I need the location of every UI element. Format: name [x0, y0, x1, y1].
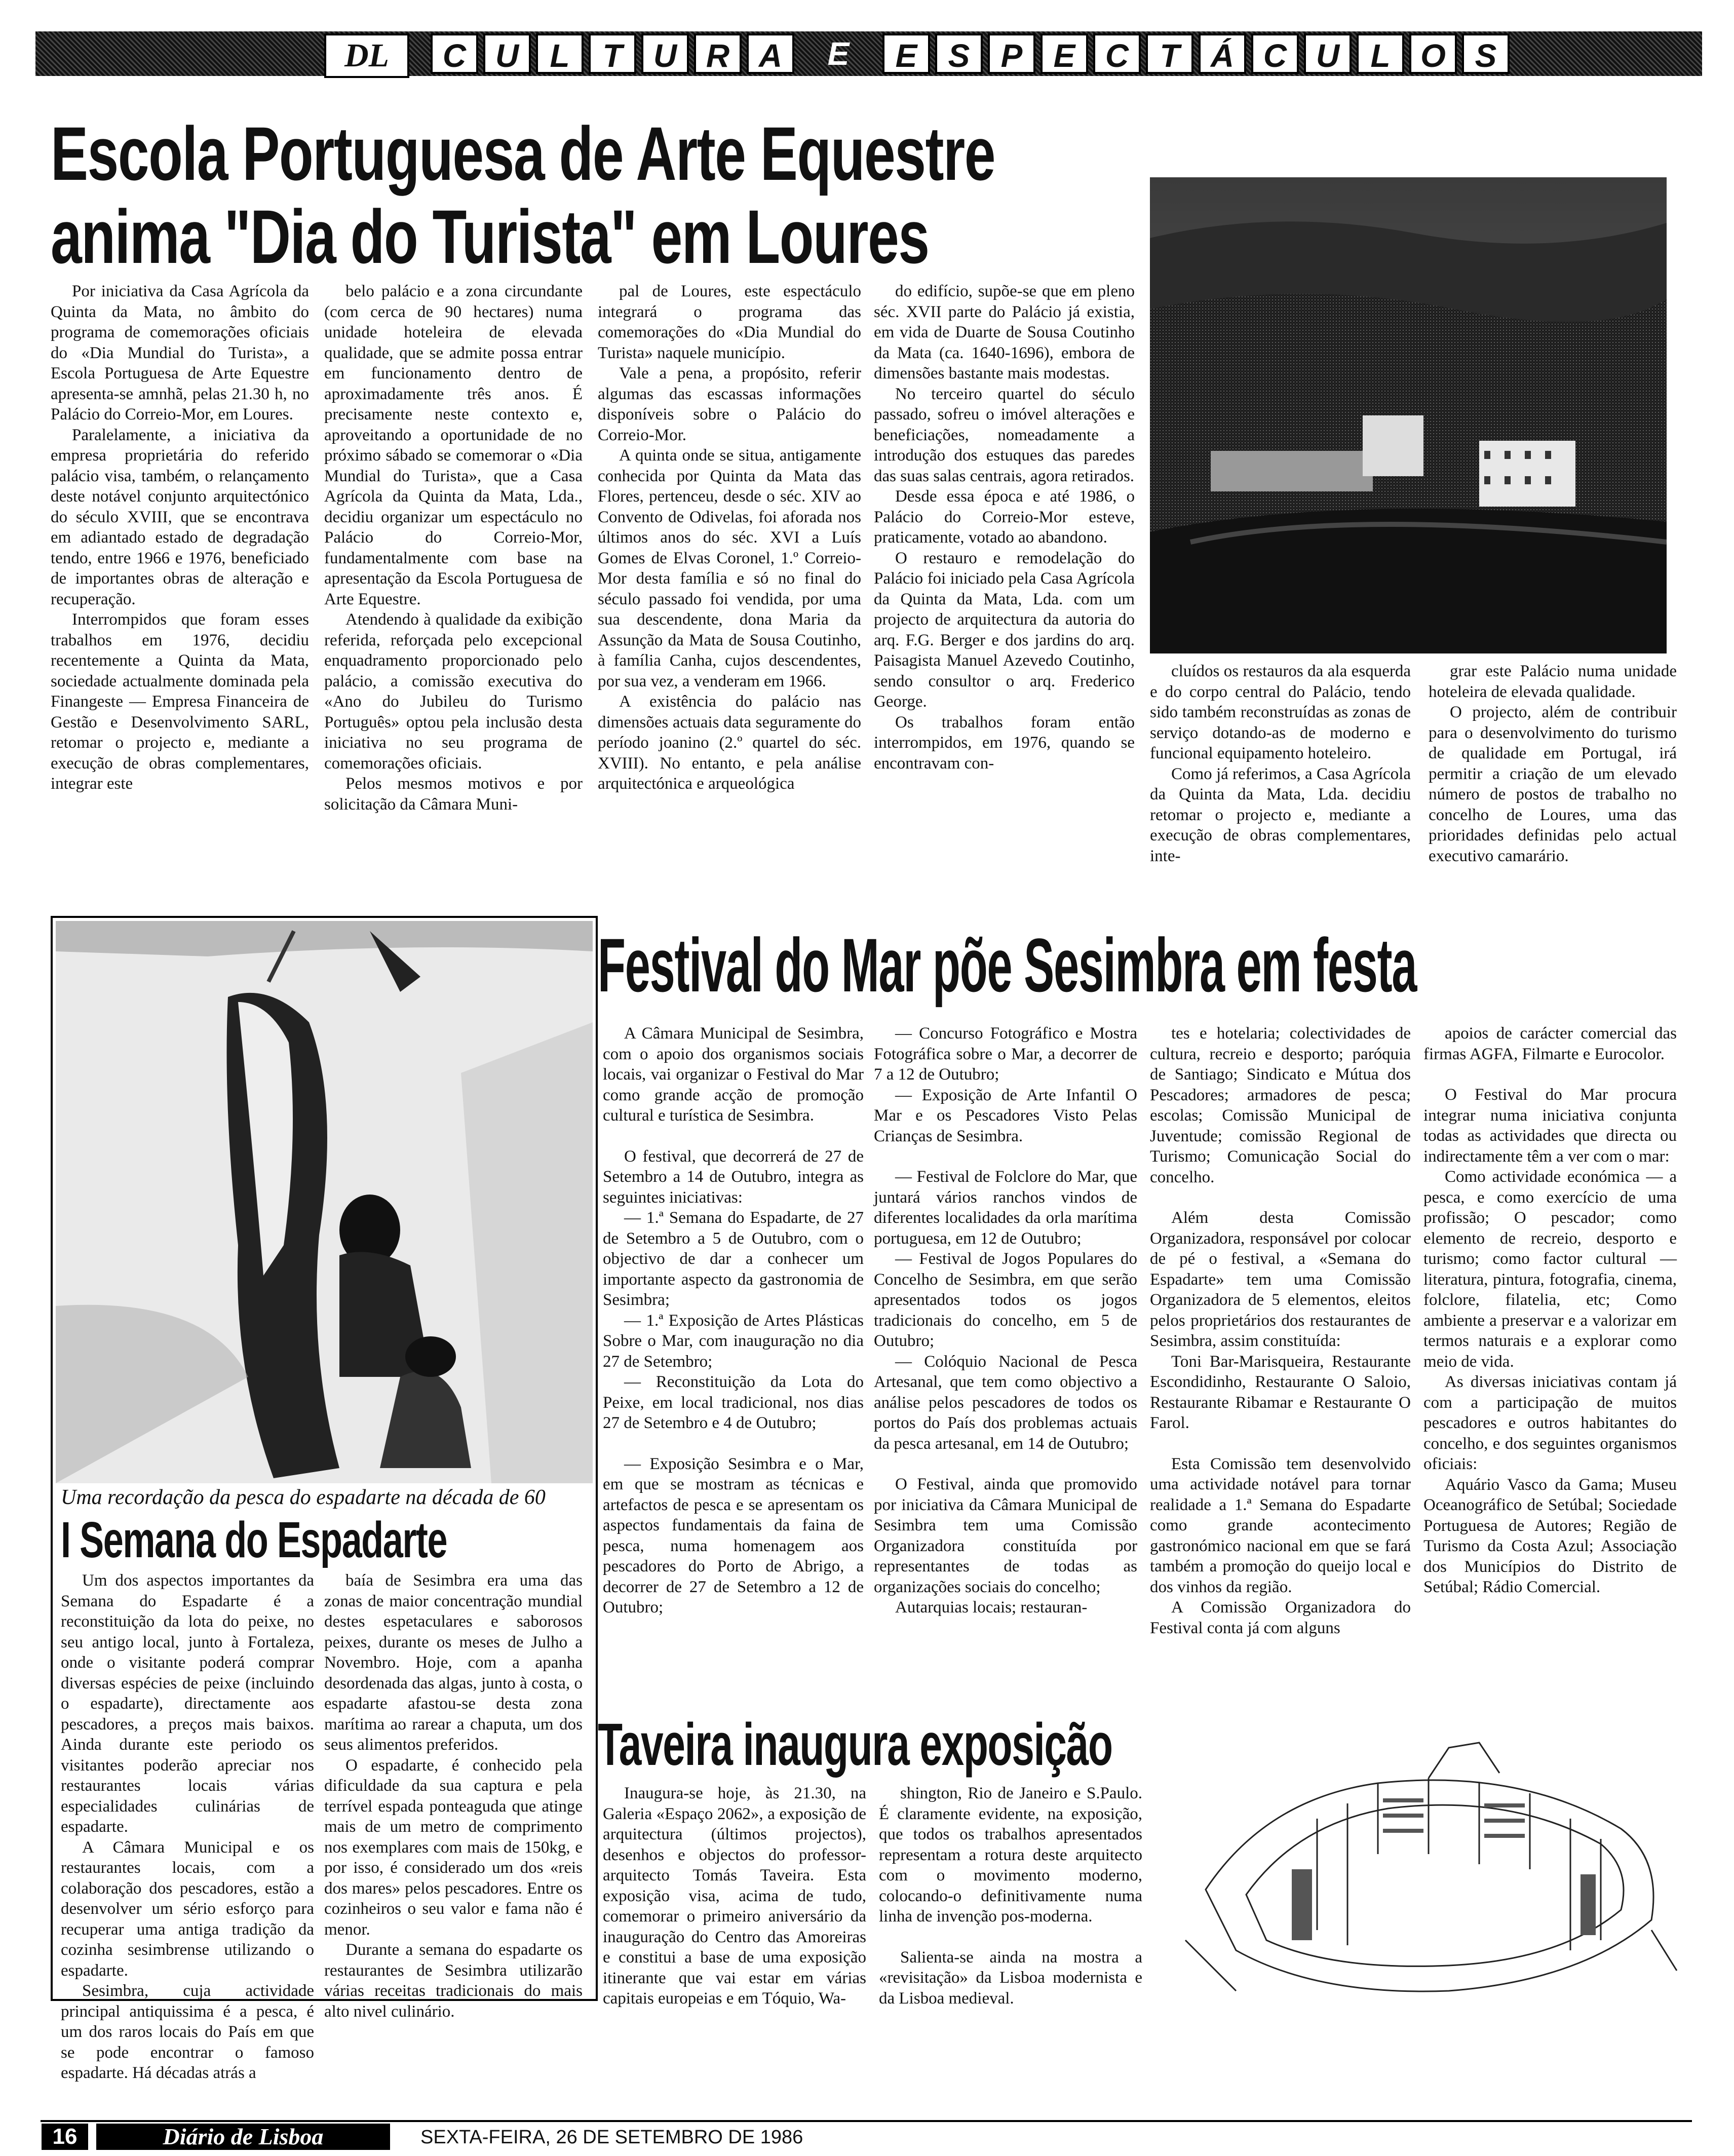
paragraph: Por iniciativa da Casa Agrícola da Quinta da Mata, no âmbito do programa de comemorações oficiais do «Dia Mundial do Turista», a Escola Portuguesa de Arte Equestre apresenta-se amnhã, pelas 21.30 h, no Palácio do Correio-Mor, em Loures.: [51, 282, 309, 423]
section-title-letter: Á: [1199, 33, 1246, 74]
paragraph: O festival, que decorrerá de 27 de Setembro a 14 de Outubro, integra as seguintes iniciativas:: [603, 1147, 864, 1207]
paragraph: — Reconstituição da Lota do Peixe, em local tradicional, nos dias 27 de Setembro e 4 de Outubro;: [603, 1373, 864, 1432]
paragraph: — 1.ª Semana do Espadarte, de 27 de Setembro a 5 de Outubro, com o objectivo de dar a conhecer um importante aspecto da gastronomia de Sesimbra;: [603, 1209, 864, 1309]
paragraph: Pelos mesmos motivos e por solicitação da Câmara Muni-: [324, 775, 583, 814]
section-title-letter: U: [483, 33, 531, 74]
paragraph: O Festival do Mar procura integrar numa iniciativa conjunta todas as actividades que directa ou indirectamente têm a ver com o mar:: [1423, 1086, 1677, 1166]
paragraph: — Exposição Sesimbra e o Mar, em que se mostram as técnicas e artefactos de pesca e se apresentam os aspectos fundamentais da faina de pesca, numa homenagem aos pescadores do Porto de Abrigo, a decorrer de 27 de Setembro a 12 de Outubro;: [603, 1454, 864, 1616]
paragraph: — Colóquio Nacional de Pesca Artesanal, que tem como objectivo a análise pelos pescadores de todos os portos do País dos problemas actuais da pesca artesanal, em 14 de Outubro;: [874, 1352, 1137, 1453]
paragraph: O projecto, além de contribuir para o desenvolvimento do turismo de qualidade em Portugal, irá permitir a criação de um elevado número de postos de trabalho no concelho de Loures, uma das prioridades definidas pelo actual executivo camarário.: [1429, 703, 1677, 865]
section-title-letter: E: [882, 33, 930, 74]
section-title-letter: T: [589, 33, 636, 74]
paragraph: A Câmara Municipal de Sesimbra, com o apoio dos organismos sociais locais, vai organizar o Festival do Mar como grande acção de promoção cultural e turística de Sesimbra.: [603, 1024, 864, 1125]
festival-col4: [1423, 1023, 1677, 1598]
section-title-letter: E: [1041, 33, 1088, 74]
paragraph: cluídos os restauros da ala esquerda e do corpo central do Palácio, tendo sido também reconstruídas as zonas de serviço dotando-as de moderno e funcional equipamento hoteleiro.: [1150, 662, 1411, 762]
issue-date: SEXTA-FEIRA, 26 DE SETEMBRO DE 1986: [420, 2127, 803, 2148]
paragraph: Desde essa época e até 1986, o Palácio do Correio-Mor esteve, praticamente, votado ao abandono.: [874, 487, 1135, 547]
taveira-col1: [603, 1783, 866, 2009]
article1-col5: [1150, 661, 1411, 866]
section-title-letter: A: [747, 33, 794, 74]
paragraph: — Festival de Jogos Populares do Concelho de Sesimbra, em que serão apresentados todos os jogos tradicionais do concelho, em 5 de Outubro;: [874, 1250, 1137, 1350]
section-title-letter: R: [694, 33, 742, 74]
headline-escola: Escola Portuguesa de Arte Equestre: [51, 111, 995, 196]
paragraph: A existência do palácio nas dimensões actuais data seguramente do período joanino (2.º quartel do séc. XVIII). No entanto, e pela análise arquitectónica e arqueológica: [598, 692, 861, 793]
section-title-letter: C: [431, 33, 478, 74]
paragraph: Como já referimos, a Casa Agrícola da Quinta da Mata, Lda. decidiu retomar o projecto e, mediante a execução de obras complementares, inte-: [1150, 764, 1411, 865]
caption-swordfish: Uma recordação da pesca do espadarte na década de 60: [61, 1486, 546, 1509]
section-title-letter: C: [1251, 33, 1299, 74]
paragraph: Um dos aspectos importantes da Semana do Espadarte é a reconstituição da lota do peixe, no seu antigo local, junto à Fortaleza, onde o visitante poderá comprar diversas espécies de peixe (incluindo o espadarte), directamente aos pescadores, a preços mais baixos. Ainda durante este periodo os visitantes poderão apreciar nos restaurantes locais várias especialidades culinárias de espadarte.: [61, 1571, 314, 1836]
paragraph: Vale a pena, a propósito, referir algumas das escassas informações disponíveis sobre o Palácio do Correio-Mor.: [598, 364, 861, 444]
section-title: [431, 33, 1510, 74]
paper-name: Diário de Lisboa: [96, 2124, 390, 2150]
paragraph: Durante a semana do espadarte os restaurantes de Sesimbra utilizarão várias receitas tradicionais do mais alto nivel culinário.: [324, 1941, 583, 2021]
page-number: 16: [42, 2124, 88, 2150]
paragraph: O espadarte, é conhecido pela dificuldade da sua captura e pela terrível espada ponteaguda que atinge mais de um metro de comprimento nos exemplares com mais de 150kg, e por isso, é considerado um dos «reis dos mares» pelos pescadores. Entre os cozinheiros o seu valor e fama não é menor.: [324, 1756, 583, 1939]
section-title-letter: E: [827, 35, 850, 72]
paragraph: shington, Rio de Janeiro e S.Paulo. É claramente evidente, na exposição, que todos os trabalhos apresentados representam a rotura deste arquitecto com o movimento moderno, colocando-o definitivamente numa linha de invenção pos-moderna.: [879, 1784, 1142, 1926]
footer-rule: [41, 2120, 1692, 2122]
section-title-letter: S: [935, 33, 983, 74]
paragraph: apoios de carácter comercial das firmas AGFA, Filmarte e Eurocolor.: [1423, 1024, 1677, 1063]
paragraph: Interrompidos que foram esses trabalhos em 1976, decidiu recentemente a Quinta da Mata, sociedade actualmente dominada pela Finangeste — Empresa Financeira de Gestão e Desenvolvimento SARL, retomar o projecto e, mediante a execução de obras complementares, integrar este: [51, 610, 309, 793]
headline-taveira: Taveira inaugura exposição: [598, 1711, 1112, 1778]
photo-swordfish: [56, 921, 593, 1483]
paragraph: Inaugura-se hoje, às 21.30, na Galeria «Espaço 2062», a exposição de arquitectura (últimos projectos), desenhos e objectos do professor-arquitecto Tomás Taveira. Esta exposição visa, acima de tudo, comemorar o primeiro aniversário da inauguração do Centro das Amoreiras e constitui a base de uma exposição itinerante que vai estar em várias capitais europeias e em Tóquio, Wa-: [603, 1784, 866, 2008]
headline-escola-line2: anima "Dia do Turista" em Loures: [51, 194, 929, 279]
paragraph: belo palácio e a zona circundante (com cerca de 90 hectares) numa unidade hoteleira de elevada qualidade, que se admite possa entrar em funcionamento dentro de aproximadamente três anos. É precisamente neste contexto e, aproveitando a oportunidade de no próximo sábado se comemorar o «Dia Mundial do Turista», que a Casa Agrícola da Quinta da Mata, Lda., decidiu organizar um espectáculo no Palácio do Correio-Mor, fundamentalmente com base na apresentação da Escola Portuguesa de Arte Equestre.: [324, 282, 583, 608]
paragraph: Sesimbra, cuja actividade principal antiquissima é a pesca, é um dos raros locais do País em que se pode encontrar o famoso espadarte. Há décadas atrás a: [61, 1982, 314, 2082]
espadarte-col2: [324, 1570, 583, 2022]
paragraph: Aquário Vasco da Gama; Museu Oceanográfico de Setúbal; Sociedade Portuguesa de Autores; Região de Turismo da Costa Azul; Associação dos Municípios do Distrito de Setúbal; Rádio Comercial.: [1423, 1475, 1677, 1596]
section-title-letter: S: [1462, 33, 1510, 74]
paragraph: A Comissão Organizadora do Festival conta já com alguns: [1150, 1598, 1411, 1637]
paragraph: As diversas iniciativas contam já com a participação de muitos pescadores e outros habitantes do concelho, e dos seguintes organismos oficiais:: [1423, 1373, 1677, 1473]
paragraph: Os trabalhos foram então interrompidos, em 1976, quando se encontravam con-: [874, 713, 1135, 773]
paragraph: — Exposição de Arte Infantil O Mar e os Pescadores Visto Pelas Crianças de Sesimbra.: [874, 1086, 1137, 1145]
article1-col2: [324, 281, 583, 815]
paragraph: — Festival de Folclore do Mar, que juntará vários ranchos vindos de diferentes localidades da orla marítima portuguesa, em 12 de Outubro;: [874, 1168, 1137, 1248]
section-title-letter: U: [641, 33, 689, 74]
paragraph: A Câmara Municipal e os restaurantes locais, com a colaboração dos pescadores, estão a desenvolver um sério esforço para recuperar uma antiga tradição da cozinha sesimbrense utilizando o espadarte.: [61, 1838, 314, 1980]
article1-col1: [51, 281, 309, 794]
article1-col4: [874, 281, 1135, 774]
article1-col6: [1429, 661, 1677, 866]
section-title-letter: P: [988, 33, 1035, 74]
paragraph: — Concurso Fotográfico e Mostra Fotográfica sobre o Mar, a decorrer de 7 a 12 de Outubro;: [874, 1024, 1137, 1084]
paragraph: pal de Loures, este espectáculo integrará o programa das comemorações do «Dia Mundial do Turista» naquele município.: [598, 282, 861, 362]
paragraph: tes e hotelaria; colectividades de cultura, recreio e desporto; paróquia de Santiago; Sindicato e Mútua dos Pescadores; armadores de pesca; escolas; Comissão Municipal de Juventude; comissão Regional de Turismo; Comunicação Social do concelho.: [1150, 1024, 1411, 1186]
paragraph: Esta Comissão tem desenvolvido uma actividade notável para tornar realidade a 1.ª Semana do Espadarte como grande acontecimento gastronómico nacional em que se fará também a promoção do queijo local e dos vinhos da região.: [1150, 1454, 1411, 1596]
section-title-letter: L: [536, 33, 584, 74]
section-title-letter: O: [1409, 33, 1457, 74]
paragraph: A quinta onde se situa, antigamente conhecida por Quinta da Mata das Flores, pertenceu, desde o séc. XIV ao Convento de Odivelas, foi aforada nos últimos anos do séc. XVI a Luís Gomes de Elvas Coronel, 1.º Correio-Mor desta família e só no final do século passado foi vendida, por uma sua descendente, dona Maria da Assunção da Mata de Sousa Coutinho, à família Canha, cujos descendentes, por sua vez, a venderam em 1966.: [598, 446, 861, 690]
article1-col3: [598, 281, 861, 794]
paragraph: No terceiro quartel do século passado, sofreu o imóvel alterações e beneficiações, nomeadamente a introdução dos estuques das paredes das suas salas centrais, agora retirados.: [874, 384, 1135, 485]
paragraph: Paralelamente, a iniciativa da empresa proprietária do referido palácio visa, também, o relançamento deste notável conjunto arquitectónico do século XVIII, que se encontrava em adiantado estado de degradação tendo, entre 1966 e 1976, beneficiado de importantes obras de alteração e recuperação.: [51, 426, 309, 608]
paragraph: O restauro e remodelação do Palácio foi iniciado pela Casa Agrícola da Quinta da Mata, Lda. com um projecto de arquitectura da autoria do arq. F.G. Berger e dos jardins do arq. Paisagista Manuel Azevedo Coutinho, sendo consultor o arq. Frederico George.: [874, 549, 1135, 711]
espadarte-col1: [61, 1570, 314, 2084]
section-title-letter: L: [1357, 33, 1404, 74]
paragraph: O Festival, ainda que promovido por iniciativa da Câmara Municipal de Sesimbra tem uma Comissão Organizadora constituída por representantes de todas as organizações sociais do concelho;: [874, 1475, 1137, 1596]
festival-col1: [603, 1023, 864, 1618]
headline-festival: Festival do Mar põe Sesimbra em festa: [598, 922, 1417, 1008]
paragraph: Autarquias locais; restauran-: [895, 1598, 1088, 1616]
paragraph: Atendendo à qualidade da exibição referida, reforçada pelo excepcional enquadramento proporcionado pelo palácio, a comissão executiva do «Ano do Jubileu do Turismo Português» optou pela inclusão desta iniciativa no seu programa de comemorações oficiais.: [324, 610, 583, 773]
paragraph: do edifício, supõe-se que em pleno séc. XVII parte do Palácio já existia, em vida de Duarte de Sousa Coutinho da Mata (ca. 1640-1696), embora de dimensões bastante mais modestas.: [874, 282, 1135, 382]
dl-logo: DL: [324, 33, 409, 78]
drawing-amoreiras: [1165, 1727, 1687, 2006]
photo-palacio-landscape: [1150, 177, 1667, 653]
paragraph: Além desta Comissão Organizadora, responsável por colocar de pé o festival, a «Semana do Espadarte» tem uma Comissão Organizadora de 5 elementos, eleitos pelos proprietários dos restaurantes de Sesimbra, assim constituída:: [1150, 1209, 1411, 1350]
section-title-letter: T: [1146, 33, 1193, 74]
paragraph: Como actividade económica — a pesca, e como exercício de uma profissão; O pescador; como elemento de recreio, desporto e turismo; como factor cultural — literatura, pintura, fotografia, cinema, folclore, filatelia, etc; Como ambiente a preservar e a valorizar em termos naturais e a explorar como meio de vida.: [1423, 1168, 1677, 1371]
paragraph: baía de Sesimbra era uma das zonas de maior concentração mundial destes espetaculares e saborosos peixes, durante os meses de Julho a Novembro. Hoje, com a apanha desordenada das algas, junto à costa, o espadarte afastou-se desta zona marítima ao rarear a chaputa, um dos seus alimentos preferidos.: [324, 1571, 583, 1754]
section-title-letter: U: [1304, 33, 1352, 74]
taveira-col2: [879, 1783, 1142, 2009]
festival-col2: [874, 1023, 1137, 1618]
paragraph: — 1.ª Exposição de Artes Plásticas Sobre o Mar, com inauguração no dia 27 de Setembro;: [603, 1311, 864, 1371]
headline-espadarte: I Semana do Espadarte: [61, 1512, 447, 1568]
paragraph: Toni Bar-Marisqueira, Restaurante Escondidinho, Restaurante O Saloio, Restaurante Ribamar e Restaurante O Farol.: [1150, 1352, 1411, 1432]
paragraph: Salienta-se ainda na mostra a «revisitação» da Lisboa modernista e da Lisboa medieval.: [879, 1948, 1142, 2008]
section-title-letter: C: [1093, 33, 1141, 74]
festival-col3: [1150, 1023, 1411, 1638]
paragraph: grar este Palácio numa unidade hoteleira de elevada qualidade.: [1429, 662, 1677, 701]
